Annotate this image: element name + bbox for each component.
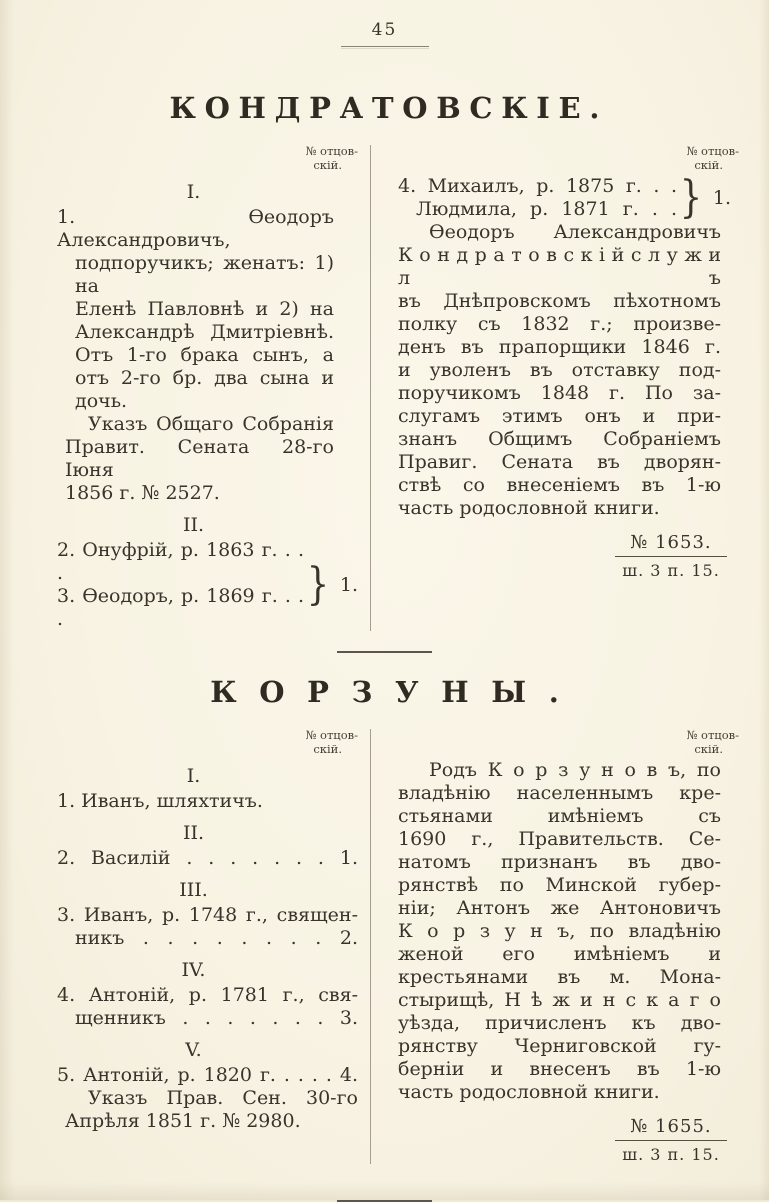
text-line: 2. Василій . . . . . . . 1. (57, 847, 358, 869)
record-reference (615, 532, 727, 580)
text-line: 2. Онуфрій, р. 1863 г. . . . (57, 539, 304, 584)
section-title: КОРЗУНЫ. (210, 675, 582, 709)
text-line: женой его имѣніемъ и (398, 943, 721, 965)
father-number-header-line: скій. (313, 741, 342, 756)
text-line: ніи; Антонъ же Антоновичъ (398, 897, 721, 919)
entry-block (57, 539, 304, 631)
text-line: часть родословной книги. (398, 497, 660, 519)
entry-block (57, 413, 334, 505)
text-line: Людмила, р. 1871 г. . . (416, 198, 677, 220)
father-number-column-header (398, 145, 739, 172)
text-line: отъ 2-го бр. два сына и (75, 367, 334, 389)
record-shelf-code: ш. 3 п. 15. (622, 561, 720, 580)
text-line: Правиг. Сената въ дворян- (398, 451, 721, 473)
father-number-header-line: № отцов- (305, 144, 358, 158)
text-line: никъ . . . . . . . . 2. (75, 927, 358, 949)
family-section (0, 675, 769, 1164)
record-number: № 1653. (615, 532, 727, 557)
text-line: 1. Иванъ, шляхтичъ. (57, 790, 263, 812)
brace-glyph: } (306, 559, 330, 610)
text-line: поручикомъ 1848 г. По за- (398, 382, 721, 404)
father-number-header-line: скій. (313, 157, 342, 172)
page-number: 45 (371, 20, 398, 40)
braced-sibling-group (57, 539, 358, 631)
right-column (398, 729, 739, 1164)
generation-numeral: IV. (181, 959, 206, 981)
entry-block (57, 904, 358, 950)
text-line: ствѣ со внесеніемъ въ 1-ю (398, 474, 721, 496)
text-line: натомъ признанъ въ дво- (398, 851, 721, 873)
entry-block (398, 759, 721, 1104)
text-line: К о р з у н ъ, по владѣнію (398, 920, 721, 942)
left-column (57, 145, 371, 631)
text-line: Указъ Общаго Собранія (88, 413, 334, 435)
text-line: 1856 г. № 2527. (65, 482, 220, 504)
father-number: 1. (339, 574, 358, 596)
generation-numeral: I. (186, 181, 201, 203)
record-reference (615, 1116, 727, 1164)
father-number-column-header (57, 145, 358, 172)
text-line: Еленѣ Павловнѣ и 2) на (75, 298, 334, 320)
generation-numeral: III. (179, 879, 208, 901)
text-line: 3. Иванъ, р. 1748 г., священ- (57, 904, 358, 926)
text-line: Родъ К о р з у н о в ъ, по (429, 759, 721, 781)
text-line: полку съ 1832 г.; произве- (398, 313, 721, 335)
entry-block (57, 1064, 358, 1133)
section-title: КОНДРАТОВСКІЕ. (169, 91, 609, 125)
generation-numeral: I. (186, 765, 201, 787)
entry-block (57, 790, 358, 813)
father-number-header-line: № отцов- (305, 728, 358, 742)
entry-block (398, 175, 677, 221)
text-line: Отъ 1-го брака сынъ, а (75, 344, 334, 366)
section-columns (57, 145, 740, 631)
text-line: Указъ Прав. Сен. 30-го (88, 1087, 358, 1109)
braced-sibling-group (398, 172, 731, 223)
father-number-header-line: скій. (694, 741, 723, 756)
text-line: 1. Ѳеодоръ Александровичъ, (57, 206, 334, 251)
text-line: Апрѣля 1851 г. № 2980. (65, 1110, 301, 1132)
entry-block (57, 984, 358, 1030)
text-line: дочь. (75, 390, 128, 412)
father-number-header-line: № отцов- (686, 144, 739, 158)
text-line: Александрѣ Дмитріевнѣ. (75, 321, 334, 343)
entry-block (398, 221, 721, 520)
text-line: уѣзда, причисленъ къ дво- (398, 1012, 721, 1034)
text-line: 4. Антоній, р. 1781 г., свя- (57, 984, 358, 1006)
text-line: 1690 г., Правительств. Се- (398, 828, 721, 850)
text-line: слугамъ этимъ онъ и при- (398, 405, 721, 427)
text-line: владѣнію населеннымъ кре- (398, 782, 721, 804)
page-body (0, 91, 769, 1202)
right-column (398, 145, 739, 631)
generation-numeral: V. (185, 1039, 202, 1061)
family-section (0, 91, 769, 631)
text-line: подпоручикъ; женатъ: 1) на (75, 252, 334, 297)
text-line: 3. Ѳеодоръ, р. 1869 г. . . . (57, 585, 304, 630)
entry-block (57, 847, 358, 870)
father-number-header-line: № отцов- (686, 728, 739, 742)
text-line: крестьянами въ м. Мона- (398, 966, 721, 988)
generation-numeral: II. (182, 822, 205, 844)
text-line: 5. Антоній, р. 1820 г. . . . . 4. (57, 1064, 358, 1086)
section-divider (337, 651, 432, 653)
section-columns (57, 729, 740, 1164)
page-header (0, 20, 769, 47)
text-line: рянствѣ по Минской губер- (398, 874, 721, 896)
text-line: стьянами имѣніемъ съ (398, 805, 721, 827)
generation-numeral: II. (182, 514, 205, 536)
left-column (57, 729, 371, 1164)
entry-block (57, 206, 334, 413)
text-line: стырищѣ, Н ѣ ж и н с к а г о (398, 989, 721, 1011)
father-number: 1. (712, 187, 731, 209)
text-line: К о н д р а т о в с к і й с л у ж и л ъ (398, 244, 721, 289)
text-line: и уволенъ въ отставку под- (398, 359, 721, 381)
text-line: Ѳеодоръ Александровичъ (429, 221, 721, 243)
father-number-column-header (57, 729, 358, 756)
text-line: щенникъ . . . . . . . 3. (75, 1007, 358, 1029)
text-line: Правит. Сената 28-го Іюня (65, 436, 334, 481)
text-line: часть родословной книги. (398, 1081, 660, 1103)
brace-glyph: } (679, 172, 703, 223)
text-line: 4. Михаилъ, р. 1875 г. . . (398, 175, 677, 197)
page-number-rule (341, 46, 429, 47)
father-number-header-line: скій. (694, 157, 723, 172)
text-line: берніи и внесенъ въ 1-ю (398, 1058, 721, 1080)
text-line: рянству Черниговской гу- (398, 1035, 721, 1057)
text-line: въ Днѣпровскомъ пѣхотномъ (398, 290, 721, 312)
text-line: денъ въ прапорщики 1846 г. (398, 336, 721, 358)
text-line: знанъ Общимъ Собраніемъ (398, 428, 721, 450)
record-shelf-code: ш. 3 п. 15. (622, 1145, 720, 1164)
father-number-column-header (398, 729, 739, 756)
record-number: № 1655. (615, 1116, 727, 1141)
